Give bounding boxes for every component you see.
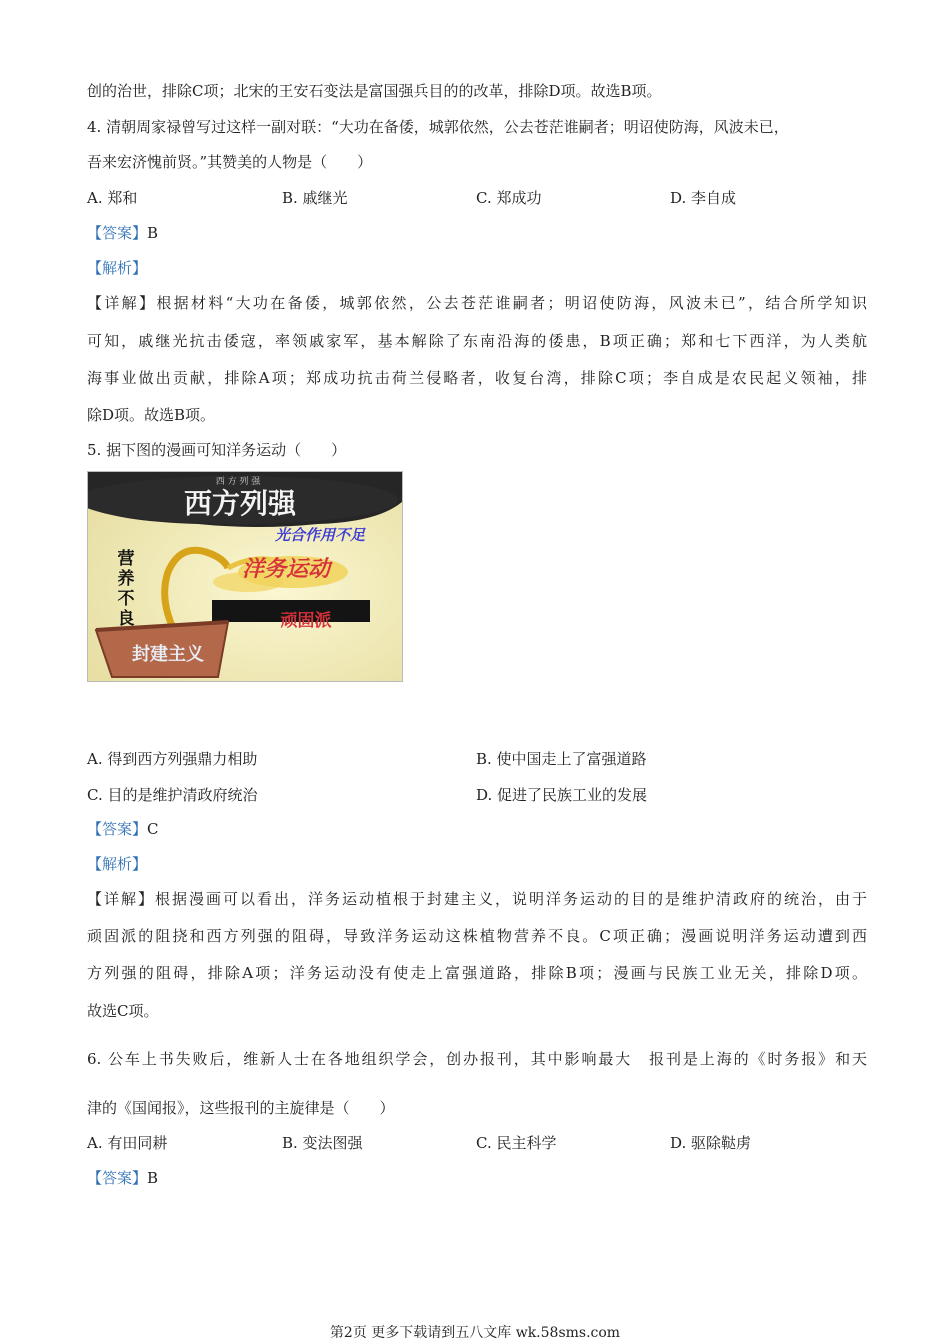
q4-answer (87, 222, 867, 244)
q5-detail-line: 方列强的阻碍，排除A项；洋务运动没有使走上富强道路，排除B项；漫画与民族工业无关，排除D项。 (87, 964, 867, 982)
q5-option-d: D. 促进了民族工业的发展 (476, 786, 648, 804)
page-footer: 第2页 更多下载请到五八文库 wk.58sms.com (329, 1325, 621, 1341)
q5-option-b: B. 使中国走上了富强道路 (476, 750, 647, 768)
q5-analysis (87, 853, 867, 875)
q5-detail-line: 顽固派的阻挠和西方列强的阻碍，导致洋务运动这株植物营养不良。C项正确；漫画说明洋务运动遭到西 (87, 927, 867, 945)
answer-tag: 【答案】 (87, 820, 148, 838)
answer-tag: 【答案】 (87, 1169, 148, 1187)
cartoon-nutrition-4: 良 (117, 609, 135, 629)
cartoon-title: 西方列强 (183, 487, 297, 520)
question-5-stem: 5. 据下图的漫画可知洋务运动（ ） (87, 441, 347, 459)
q4-option-c: C. 郑成功 (476, 189, 542, 207)
question-4-stem: 4. 清朝周家禄曾写过这样一副对联：“大功在备倭，城郭依然，公去苍茫谁嗣者；明诏使防海，风波未已， (87, 118, 789, 136)
q6-option-c: C. 民主科学 (476, 1134, 557, 1152)
cartoon-image (87, 471, 403, 682)
q4-detail-line: 海事业做出贡献，排除A项；郑成功抗击荷兰侵略者，收复台湾，排除C项；李自成是农民起义领袖，排 (87, 369, 867, 387)
q5-option-a: A. 得到西方列强鼎力相助 (87, 750, 258, 768)
detail-tag: 【详解】 (87, 890, 155, 908)
question-6-stem: 6. 公车上书失败后，维新人士在各地组织学会，创办报刊，其中影响最大 报刊是上海的《时务报》和天 (87, 1050, 867, 1068)
analysis-tag: 【解析】 (87, 259, 148, 277)
detail-tag: 【详解】 (87, 294, 157, 312)
q4-option-b: B. 戚继光 (282, 189, 348, 207)
q5-answer (87, 818, 867, 840)
q6-option-d: D. 驱除鞑虏 (670, 1134, 752, 1152)
question-4-stem-cont: 吾来宏济愧前贤。”其赞美的人物是（ ） (87, 153, 373, 171)
cartoon-nutrition-2: 养 (117, 569, 135, 589)
q5-detail-line: 故选C项。 (87, 1002, 159, 1020)
detail-text: 根据漫画可以看出，洋务运动植根于封建主义，说明洋务运动的目的是维护清政府的统治，由于 (155, 890, 867, 908)
q4-detail-line: 除D项。故选B项。 (87, 406, 216, 424)
q4-detail-line: 可知，戚继光抗击倭寇，率领戚家军，基本解除了东南沿海的倭患，B项正确；郑和七下西洋，为人类航 (87, 332, 867, 350)
analysis-tag: 【解析】 (87, 855, 148, 873)
q6-option-b: B. 变法图强 (282, 1134, 363, 1152)
cartoon-pot-label: 封建主义 (132, 644, 204, 665)
q4-option-d: D. 李自成 (670, 189, 737, 207)
text-line: 创的治世，排除C项；北宋的王安石变法是富国强兵目的的改革，排除D项。故选B项。 (87, 82, 662, 100)
cartoon-top-small: 西 方 列 强 (215, 477, 261, 487)
q5-detail (87, 888, 867, 910)
cartoon-nutrition-1: 营 (117, 549, 135, 569)
q6-answer (87, 1167, 867, 1189)
cartoon-nutrition-3: 不 (117, 589, 135, 609)
answer-value: B (147, 224, 159, 242)
q5-option-c: C. 目的是维护清政府统治 (87, 786, 258, 804)
q4-detail (87, 292, 867, 314)
q6-option-a: A. 有田同耕 (87, 1134, 168, 1152)
answer-tag: 【答案】 (87, 224, 148, 242)
detail-text: 根据材料“大功在备倭，城郭依然，公去苍茫谁嗣者；明诏使防海，风波未已”，结合所学知识 (156, 294, 867, 312)
question-6-stem-cont: 津的《国闻报》，这些报刊的主旋律是（ ） (87, 1099, 395, 1117)
cartoon-yangwu: 洋务运动 (241, 557, 331, 582)
q4-analysis (87, 257, 867, 279)
answer-value: B (147, 1169, 159, 1187)
cartoon-subtitle: 光合作用不足 (274, 526, 366, 544)
answer-value: C (147, 820, 159, 838)
q4-option-a: A. 郑和 (87, 189, 138, 207)
cartoon-wangu: 顽固派 (280, 611, 332, 631)
